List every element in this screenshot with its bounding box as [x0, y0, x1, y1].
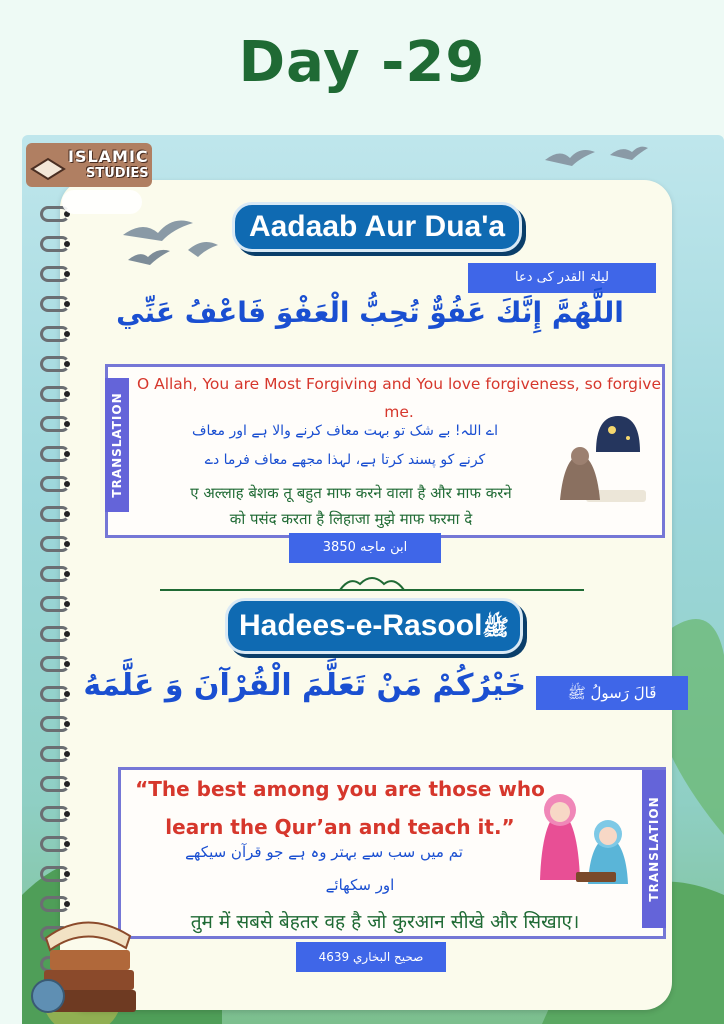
dua-english-translation: O Allah, You are Most Forgiving and You love forgiveness, so forgive me.: [136, 375, 662, 421]
hadith-urdu-line-2: اور سکھائے: [325, 876, 395, 894]
dua-reference-label: ابن ماجه 3850: [289, 533, 441, 563]
children-reading-illustration: [532, 780, 640, 890]
logo-line-1: ISLAMIC: [68, 147, 149, 166]
dua-hindi-line-1: ए अल्लाह बेशक तू बहुत माफ करने वाला है और माफ करने: [190, 484, 512, 502]
hadith-hindi-translation: तुम में सबसे बेहतर वह है जो कुरआन सीखे और सिखाए।: [190, 911, 580, 933]
birds-top-icon: [540, 140, 650, 180]
page-title: Day -29: [238, 30, 486, 95]
translation-tab-2: [642, 770, 666, 928]
dua-urdu-line-1: اے اللہ! بے شک تو بہت معاف کرنے والا ہے اور معاف: [192, 423, 498, 439]
section-banner-hadith: [225, 598, 523, 654]
section-banner-dua: Aadaab Aur Dua'a: [232, 202, 522, 252]
hadith-urdu-line-1: تم میں سب سے بہتر وہ ہے جو قرآن سیکھے: [185, 843, 463, 861]
islamic-studies-logo: [26, 143, 152, 187]
ornamental-divider: [160, 572, 584, 596]
hadith-reference-label: صحيح البخاري 4639: [296, 942, 446, 972]
praying-woman-illustration: [556, 412, 646, 504]
hadith-english-translation: “The best among you are those who learn the Qur’an and teach it.”: [135, 777, 545, 839]
book-icon: [28, 145, 68, 185]
birds-icon: [118, 205, 228, 275]
dua-hindi-line-2: को पसंद करता है लिहाजा मुझे माफ फरमा दे: [229, 510, 473, 528]
books-globe-illustration: [26, 878, 146, 1018]
dua-arabic-text: اللَّهُمَّ إِنَّكَ عَفُوٌّ تُحِبُّ الْعَفْوَ فَاعْفُ عَنِّي: [116, 296, 624, 329]
hadith-arabic-text: خَيْرُكُمْ مَنْ تَعَلَّمَ الْقُرْآنَ وَ عَلَّمَهُ: [83, 668, 526, 703]
dua-urdu-line-2: کرنے کو پسند کرتا ہے، لہذا مجھے معاف فرما دے: [204, 452, 486, 468]
translation-tab: [105, 378, 129, 512]
hadith-banner-title: Hadees-e-Rasool: [239, 609, 483, 642]
translation-tab-label: TRANSLATION: [110, 392, 124, 498]
salawat-honorific: ﷺ: [482, 615, 509, 640]
qala-rasool-label: قَالَ رَسولُ ﷺ: [536, 676, 688, 710]
logo-line-2: STUDIES: [86, 166, 149, 181]
translation-tab-label-2: TRANSLATION: [647, 796, 661, 902]
occasion-label: لیلۃ القدر کی دعا: [468, 263, 656, 293]
